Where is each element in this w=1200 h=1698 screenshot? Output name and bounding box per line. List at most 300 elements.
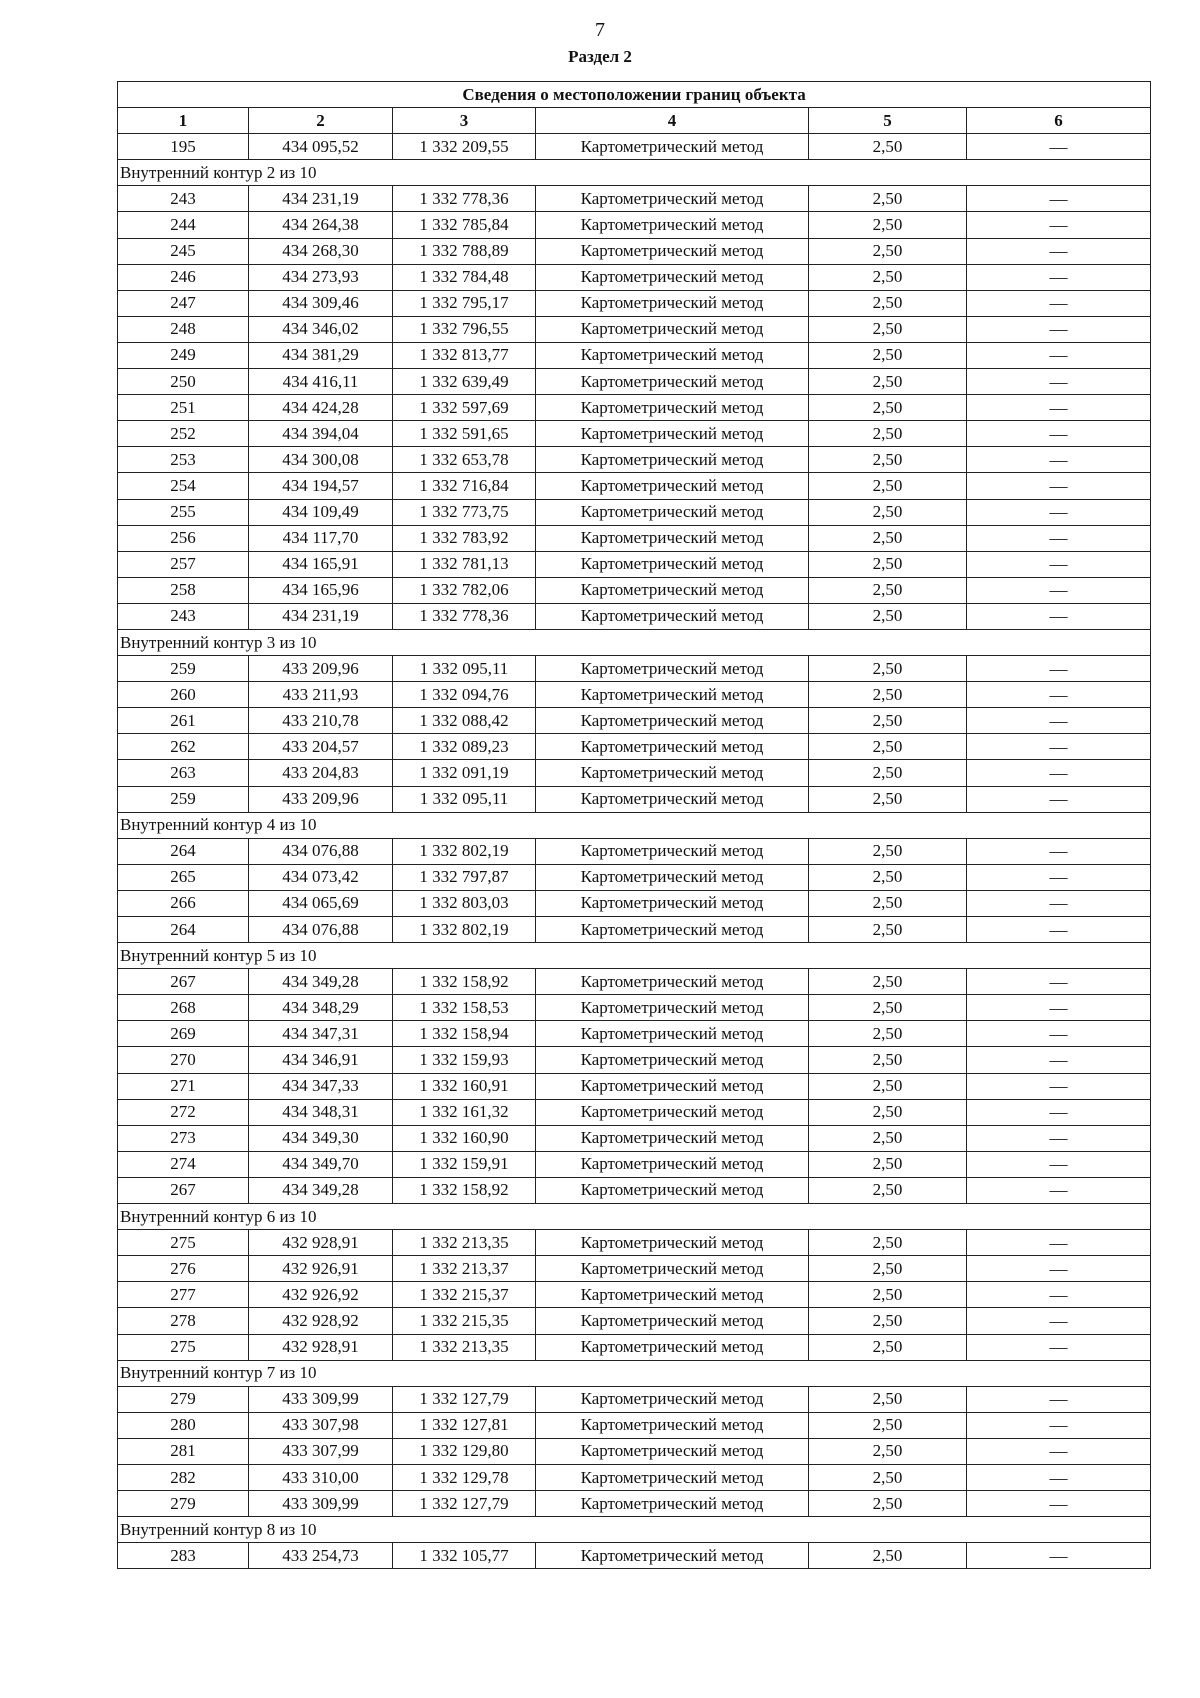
x-coordinate-cell: 433 307,99: [249, 1438, 393, 1464]
point-number-cell: 279: [118, 1386, 249, 1412]
point-number-cell: 243: [118, 603, 249, 629]
table-body: [118, 134, 1151, 1569]
table-row: [118, 864, 1151, 890]
contour-label: Внутренний контур 8 из 10: [118, 1517, 1151, 1543]
description-cell: —: [967, 734, 1151, 760]
x-coordinate-cell: 434 065,69: [249, 890, 393, 916]
table-row: [118, 786, 1151, 812]
y-coordinate-cell: 1 332 213,35: [393, 1334, 536, 1360]
y-coordinate-cell: 1 332 160,91: [393, 1073, 536, 1099]
point-number-cell: 275: [118, 1334, 249, 1360]
x-coordinate-cell: 434 381,29: [249, 342, 393, 368]
y-coordinate-cell: 1 332 209,55: [393, 134, 536, 160]
description-cell: —: [967, 1412, 1151, 1438]
y-coordinate-cell: 1 332 781,13: [393, 551, 536, 577]
accuracy-cell: 2,50: [809, 1543, 967, 1569]
description-cell: —: [967, 1334, 1151, 1360]
description-cell: —: [967, 1308, 1151, 1334]
description-cell: —: [967, 1125, 1151, 1151]
description-cell: —: [967, 917, 1151, 943]
point-number-cell: 244: [118, 212, 249, 238]
description-cell: —: [967, 1256, 1151, 1282]
table-row: [118, 577, 1151, 603]
method-cell: Картометрический метод: [536, 369, 809, 395]
x-coordinate-cell: 434 347,31: [249, 1021, 393, 1047]
method-cell: Картометрический метод: [536, 708, 809, 734]
x-coordinate-cell: 434 300,08: [249, 447, 393, 473]
method-cell: Картометрический метод: [536, 1543, 809, 1569]
x-coordinate-cell: 434 109,49: [249, 499, 393, 525]
accuracy-cell: 2,50: [809, 577, 967, 603]
accuracy-cell: 2,50: [809, 995, 967, 1021]
point-number-cell: 267: [118, 969, 249, 995]
method-cell: Картометрический метод: [536, 473, 809, 499]
x-coordinate-cell: 434 349,28: [249, 969, 393, 995]
point-number-cell: 273: [118, 1125, 249, 1151]
table-row: [118, 395, 1151, 421]
method-cell: Картометрический метод: [536, 1151, 809, 1177]
description-cell: —: [967, 369, 1151, 395]
y-coordinate-cell: 1 332 089,23: [393, 734, 536, 760]
y-coordinate-cell: 1 332 785,84: [393, 212, 536, 238]
accuracy-cell: 2,50: [809, 708, 967, 734]
y-coordinate-cell: 1 332 158,94: [393, 1021, 536, 1047]
table-row: [118, 995, 1151, 1021]
point-number-cell: 260: [118, 682, 249, 708]
description-cell: —: [967, 1543, 1151, 1569]
y-coordinate-cell: 1 332 127,79: [393, 1491, 536, 1517]
method-cell: Картометрический метод: [536, 264, 809, 290]
section-title: Раздел 2: [568, 47, 632, 66]
point-number-cell: 245: [118, 238, 249, 264]
x-coordinate-cell: 434 349,70: [249, 1151, 393, 1177]
y-coordinate-cell: 1 332 158,92: [393, 1177, 536, 1203]
y-coordinate-cell: 1 332 159,93: [393, 1047, 536, 1073]
table-row: [118, 1491, 1151, 1517]
table-title-row: [118, 82, 1151, 108]
accuracy-cell: 2,50: [809, 682, 967, 708]
method-cell: Картометрический метод: [536, 1491, 809, 1517]
accuracy-cell: 2,50: [809, 734, 967, 760]
y-coordinate-cell: 1 332 653,78: [393, 447, 536, 473]
y-coordinate-cell: 1 332 788,89: [393, 238, 536, 264]
method-cell: Картометрический метод: [536, 1177, 809, 1203]
table-row: [118, 708, 1151, 734]
description-cell: —: [967, 656, 1151, 682]
accuracy-cell: 2,50: [809, 1256, 967, 1282]
point-number-cell: 278: [118, 1308, 249, 1334]
point-number-cell: 262: [118, 734, 249, 760]
method-cell: Картометрический метод: [536, 1230, 809, 1256]
y-coordinate-cell: 1 332 784,48: [393, 264, 536, 290]
description-cell: —: [967, 890, 1151, 916]
point-number-cell: 259: [118, 656, 249, 682]
point-number-cell: 274: [118, 1151, 249, 1177]
description-cell: —: [967, 1021, 1151, 1047]
x-coordinate-cell: 432 926,92: [249, 1282, 393, 1308]
method-cell: Картометрический метод: [536, 1099, 809, 1125]
y-coordinate-cell: 1 332 091,19: [393, 760, 536, 786]
method-cell: Картометрический метод: [536, 551, 809, 577]
point-number-cell: 250: [118, 369, 249, 395]
table-row: [118, 734, 1151, 760]
table-title: Сведения о местоположении границ объекта: [118, 82, 1151, 108]
x-coordinate-cell: 434 231,19: [249, 603, 393, 629]
description-cell: —: [967, 1177, 1151, 1203]
point-number-cell: 279: [118, 1491, 249, 1517]
x-coordinate-cell: 434 346,02: [249, 316, 393, 342]
point-number-cell: 282: [118, 1464, 249, 1490]
y-coordinate-cell: 1 332 782,06: [393, 577, 536, 603]
method-cell: Картометрический метод: [536, 186, 809, 212]
accuracy-cell: 2,50: [809, 551, 967, 577]
point-number-cell: 256: [118, 525, 249, 551]
description-cell: —: [967, 786, 1151, 812]
accuracy-cell: 2,50: [809, 1282, 967, 1308]
accuracy-cell: 2,50: [809, 1438, 967, 1464]
point-number-cell: 252: [118, 421, 249, 447]
column-header: 6: [967, 108, 1151, 134]
table-row: [118, 1021, 1151, 1047]
accuracy-cell: 2,50: [809, 1099, 967, 1125]
column-header: 5: [809, 108, 967, 134]
point-number-cell: 243: [118, 186, 249, 212]
description-cell: —: [967, 134, 1151, 160]
table-row: [118, 525, 1151, 551]
x-coordinate-cell: 433 310,00: [249, 1464, 393, 1490]
accuracy-cell: 2,50: [809, 1073, 967, 1099]
point-number-cell: 251: [118, 395, 249, 421]
description-cell: —: [967, 395, 1151, 421]
table-row: [118, 369, 1151, 395]
x-coordinate-cell: 434 416,11: [249, 369, 393, 395]
y-coordinate-cell: 1 332 213,37: [393, 1256, 536, 1282]
accuracy-cell: 2,50: [809, 1491, 967, 1517]
table-row: [118, 1256, 1151, 1282]
contour-row: [118, 160, 1151, 186]
point-number-cell: 280: [118, 1412, 249, 1438]
description-cell: —: [967, 995, 1151, 1021]
method-cell: Картометрический метод: [536, 1047, 809, 1073]
accuracy-cell: 2,50: [809, 1021, 967, 1047]
point-number-cell: 195: [118, 134, 249, 160]
description-cell: —: [967, 1099, 1151, 1125]
point-number-cell: 266: [118, 890, 249, 916]
y-coordinate-cell: 1 332 716,84: [393, 473, 536, 499]
page-number: 7: [595, 19, 605, 41]
method-cell: Картометрический метод: [536, 1412, 809, 1438]
x-coordinate-cell: 434 273,93: [249, 264, 393, 290]
y-coordinate-cell: 1 332 773,75: [393, 499, 536, 525]
accuracy-cell: 2,50: [809, 212, 967, 238]
x-coordinate-cell: 434 348,31: [249, 1099, 393, 1125]
description-cell: —: [967, 525, 1151, 551]
point-number-cell: 265: [118, 864, 249, 890]
description-cell: —: [967, 1073, 1151, 1099]
table-row: [118, 1308, 1151, 1334]
point-number-cell: 247: [118, 290, 249, 316]
y-coordinate-cell: 1 332 094,76: [393, 682, 536, 708]
table-row: [118, 499, 1151, 525]
table-row: [118, 760, 1151, 786]
point-number-cell: 255: [118, 499, 249, 525]
column-header: 1: [118, 108, 249, 134]
accuracy-cell: 2,50: [809, 1464, 967, 1490]
table-row: [118, 890, 1151, 916]
method-cell: Картометрический метод: [536, 447, 809, 473]
x-coordinate-cell: 433 204,83: [249, 760, 393, 786]
point-number-cell: 264: [118, 838, 249, 864]
x-coordinate-cell: 433 204,57: [249, 734, 393, 760]
accuracy-cell: 2,50: [809, 1151, 967, 1177]
table-row: [118, 1386, 1151, 1412]
table-row: [118, 1151, 1151, 1177]
contour-row: [118, 943, 1151, 969]
table-row: [118, 290, 1151, 316]
y-coordinate-cell: 1 332 795,17: [393, 290, 536, 316]
description-cell: —: [967, 1151, 1151, 1177]
x-coordinate-cell: 434 264,38: [249, 212, 393, 238]
method-cell: Картометрический метод: [536, 395, 809, 421]
accuracy-cell: 2,50: [809, 969, 967, 995]
x-coordinate-cell: 434 346,91: [249, 1047, 393, 1073]
x-coordinate-cell: 433 210,78: [249, 708, 393, 734]
y-coordinate-cell: 1 332 213,35: [393, 1230, 536, 1256]
accuracy-cell: 2,50: [809, 499, 967, 525]
x-coordinate-cell: 433 209,96: [249, 656, 393, 682]
x-coordinate-cell: 433 307,98: [249, 1412, 393, 1438]
table-row: [118, 838, 1151, 864]
contour-row: [118, 1517, 1151, 1543]
x-coordinate-cell: 434 349,28: [249, 1177, 393, 1203]
description-cell: —: [967, 760, 1151, 786]
point-number-cell: 246: [118, 264, 249, 290]
accuracy-cell: 2,50: [809, 447, 967, 473]
y-coordinate-cell: 1 332 639,49: [393, 369, 536, 395]
point-number-cell: 267: [118, 1177, 249, 1203]
y-coordinate-cell: 1 332 591,65: [393, 421, 536, 447]
description-cell: —: [967, 447, 1151, 473]
y-coordinate-cell: 1 332 796,55: [393, 316, 536, 342]
x-coordinate-cell: 434 394,04: [249, 421, 393, 447]
method-cell: Картометрический метод: [536, 499, 809, 525]
table-row: [118, 264, 1151, 290]
x-coordinate-cell: 434 165,91: [249, 551, 393, 577]
description-cell: —: [967, 1282, 1151, 1308]
accuracy-cell: 2,50: [809, 1047, 967, 1073]
accuracy-cell: 2,50: [809, 917, 967, 943]
table-row: [118, 1412, 1151, 1438]
description-cell: —: [967, 290, 1151, 316]
accuracy-cell: 2,50: [809, 1386, 967, 1412]
x-coordinate-cell: 434 076,88: [249, 838, 393, 864]
y-coordinate-cell: 1 332 105,77: [393, 1543, 536, 1569]
y-coordinate-cell: 1 332 813,77: [393, 342, 536, 368]
description-cell: —: [967, 838, 1151, 864]
x-coordinate-cell: 434 117,70: [249, 525, 393, 551]
point-number-cell: 283: [118, 1543, 249, 1569]
y-coordinate-cell: 1 332 802,19: [393, 838, 536, 864]
table-row: [118, 1438, 1151, 1464]
y-coordinate-cell: 1 332 095,11: [393, 656, 536, 682]
table-row: [118, 682, 1151, 708]
y-coordinate-cell: 1 332 127,81: [393, 1412, 536, 1438]
y-coordinate-cell: 1 332 215,35: [393, 1308, 536, 1334]
x-coordinate-cell: 433 209,96: [249, 786, 393, 812]
table-row: [118, 134, 1151, 160]
table-row: [118, 1543, 1151, 1569]
accuracy-cell: 2,50: [809, 838, 967, 864]
point-number-cell: 271: [118, 1073, 249, 1099]
description-cell: —: [967, 499, 1151, 525]
y-coordinate-cell: 1 332 129,80: [393, 1438, 536, 1464]
method-cell: Картометрический метод: [536, 682, 809, 708]
method-cell: Картометрический метод: [536, 316, 809, 342]
table-row: [118, 1282, 1151, 1308]
description-cell: —: [967, 1386, 1151, 1412]
description-cell: —: [967, 186, 1151, 212]
point-number-cell: 272: [118, 1099, 249, 1125]
table-row: [118, 447, 1151, 473]
point-number-cell: 281: [118, 1438, 249, 1464]
y-coordinate-cell: 1 332 160,90: [393, 1125, 536, 1151]
table-row: [118, 1464, 1151, 1490]
point-number-cell: 259: [118, 786, 249, 812]
contour-label: Внутренний контур 4 из 10: [118, 812, 1151, 838]
table-row: [118, 1177, 1151, 1203]
table-header-row: [118, 108, 1151, 134]
description-cell: —: [967, 473, 1151, 499]
point-number-cell: 277: [118, 1282, 249, 1308]
accuracy-cell: 2,50: [809, 603, 967, 629]
point-number-cell: 263: [118, 760, 249, 786]
y-coordinate-cell: 1 332 803,03: [393, 890, 536, 916]
x-coordinate-cell: 434 309,46: [249, 290, 393, 316]
method-cell: Картометрический метод: [536, 577, 809, 603]
table-row: [118, 1099, 1151, 1125]
point-number-cell: 254: [118, 473, 249, 499]
method-cell: Картометрический метод: [536, 838, 809, 864]
method-cell: Картометрический метод: [536, 290, 809, 316]
table-row: [118, 473, 1151, 499]
point-number-cell: 269: [118, 1021, 249, 1047]
method-cell: Картометрический метод: [536, 995, 809, 1021]
point-number-cell: 253: [118, 447, 249, 473]
contour-row: [118, 1360, 1151, 1386]
table-row: [118, 551, 1151, 577]
y-coordinate-cell: 1 332 778,36: [393, 186, 536, 212]
method-cell: Картометрический метод: [536, 969, 809, 995]
table-row: [118, 656, 1151, 682]
boundary-coordinates-table: [117, 81, 1151, 1569]
y-coordinate-cell: 1 332 158,53: [393, 995, 536, 1021]
x-coordinate-cell: 432 928,92: [249, 1308, 393, 1334]
accuracy-cell: 2,50: [809, 473, 967, 499]
y-coordinate-cell: 1 332 129,78: [393, 1464, 536, 1490]
description-cell: —: [967, 1230, 1151, 1256]
accuracy-cell: 2,50: [809, 1230, 967, 1256]
x-coordinate-cell: 434 347,33: [249, 1073, 393, 1099]
y-coordinate-cell: 1 332 158,92: [393, 969, 536, 995]
description-cell: —: [967, 316, 1151, 342]
y-coordinate-cell: 1 332 095,11: [393, 786, 536, 812]
method-cell: Картометрический метод: [536, 760, 809, 786]
method-cell: Картометрический метод: [536, 890, 809, 916]
y-coordinate-cell: 1 332 783,92: [393, 525, 536, 551]
accuracy-cell: 2,50: [809, 395, 967, 421]
y-coordinate-cell: 1 332 778,36: [393, 603, 536, 629]
table-row: [118, 917, 1151, 943]
point-number-cell: 268: [118, 995, 249, 1021]
accuracy-cell: 2,50: [809, 1412, 967, 1438]
point-number-cell: 248: [118, 316, 249, 342]
method-cell: Картометрический метод: [536, 734, 809, 760]
method-cell: Картометрический метод: [536, 1073, 809, 1099]
table-row: [118, 603, 1151, 629]
accuracy-cell: 2,50: [809, 134, 967, 160]
table-row: [118, 969, 1151, 995]
x-coordinate-cell: 434 349,30: [249, 1125, 393, 1151]
method-cell: Картометрический метод: [536, 656, 809, 682]
point-number-cell: 270: [118, 1047, 249, 1073]
method-cell: Картометрический метод: [536, 917, 809, 943]
y-coordinate-cell: 1 332 597,69: [393, 395, 536, 421]
point-number-cell: 276: [118, 1256, 249, 1282]
table-row: [118, 238, 1151, 264]
accuracy-cell: 2,50: [809, 786, 967, 812]
x-coordinate-cell: 434 076,88: [249, 917, 393, 943]
method-cell: Картометрический метод: [536, 1334, 809, 1360]
x-coordinate-cell: 434 424,28: [249, 395, 393, 421]
accuracy-cell: 2,50: [809, 264, 967, 290]
contour-label: Внутренний контур 3 из 10: [118, 629, 1151, 655]
method-cell: Картометрический метод: [536, 1308, 809, 1334]
description-cell: —: [967, 1491, 1151, 1517]
method-cell: Картометрический метод: [536, 134, 809, 160]
description-cell: —: [967, 1464, 1151, 1490]
y-coordinate-cell: 1 332 802,19: [393, 917, 536, 943]
description-cell: —: [967, 577, 1151, 603]
x-coordinate-cell: 433 254,73: [249, 1543, 393, 1569]
y-coordinate-cell: 1 332 797,87: [393, 864, 536, 890]
table-row: [118, 421, 1151, 447]
contour-label: Внутренний контур 2 из 10: [118, 160, 1151, 186]
description-cell: —: [967, 342, 1151, 368]
table-row: [118, 1230, 1151, 1256]
method-cell: Картометрический метод: [536, 864, 809, 890]
contour-label: Внутренний контур 7 из 10: [118, 1360, 1151, 1386]
x-coordinate-cell: 434 073,42: [249, 864, 393, 890]
method-cell: Картометрический метод: [536, 603, 809, 629]
accuracy-cell: 2,50: [809, 760, 967, 786]
column-header: 4: [536, 108, 809, 134]
method-cell: Картометрический метод: [536, 342, 809, 368]
x-coordinate-cell: 434 348,29: [249, 995, 393, 1021]
accuracy-cell: 2,50: [809, 1334, 967, 1360]
accuracy-cell: 2,50: [809, 316, 967, 342]
table-row: [118, 186, 1151, 212]
description-cell: —: [967, 603, 1151, 629]
x-coordinate-cell: 434 268,30: [249, 238, 393, 264]
description-cell: —: [967, 421, 1151, 447]
description-cell: —: [967, 1438, 1151, 1464]
method-cell: Картометрический метод: [536, 238, 809, 264]
accuracy-cell: 2,50: [809, 656, 967, 682]
description-cell: —: [967, 864, 1151, 890]
x-coordinate-cell: 433 309,99: [249, 1386, 393, 1412]
method-cell: Картометрический метод: [536, 1125, 809, 1151]
x-coordinate-cell: 433 309,99: [249, 1491, 393, 1517]
